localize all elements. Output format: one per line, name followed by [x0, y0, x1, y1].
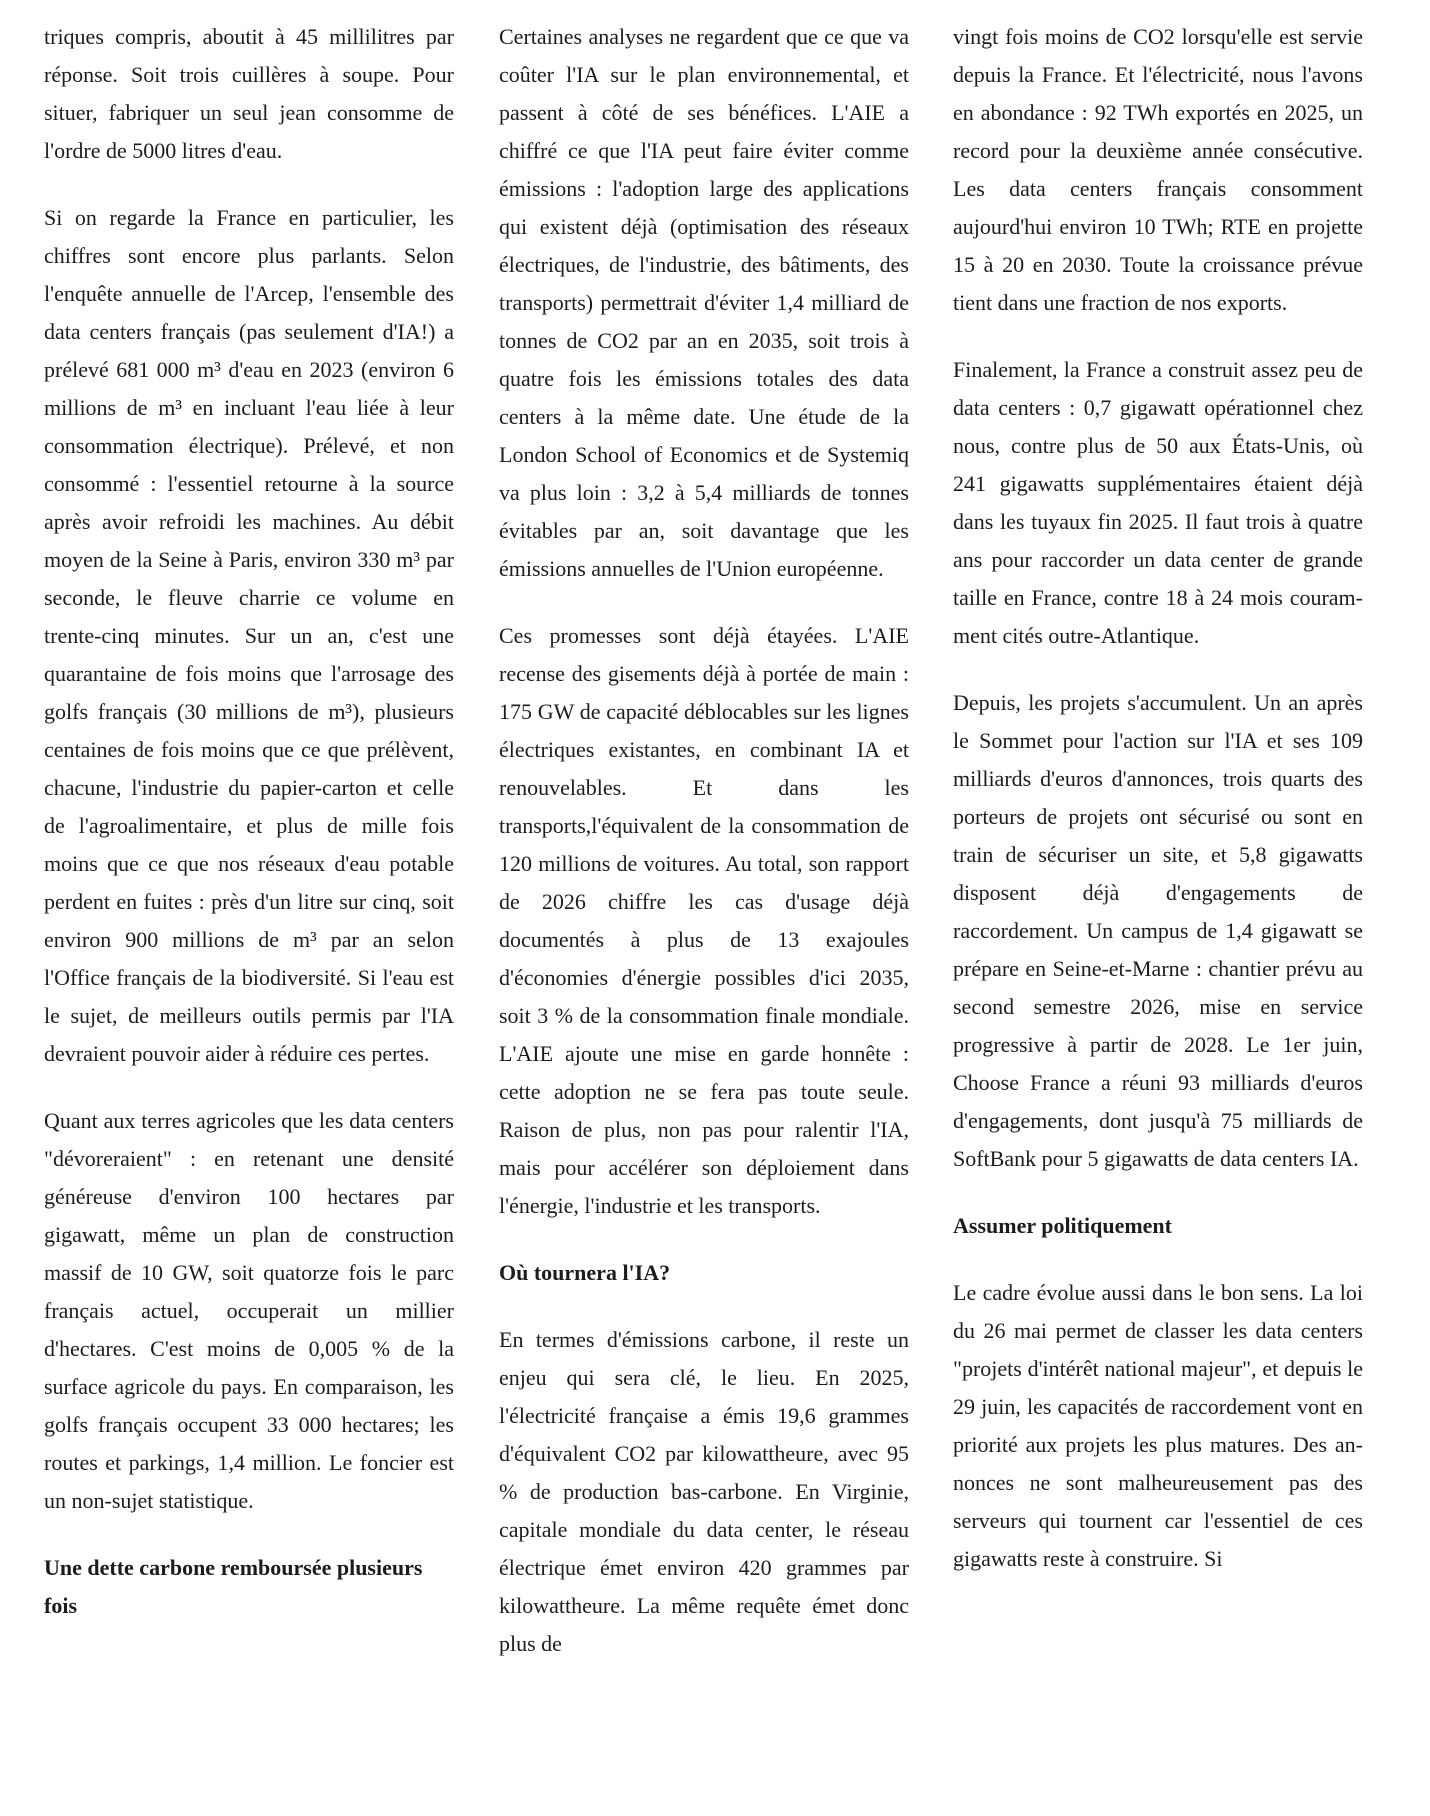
- section-heading: Une dette carbone remboursée plusieurs fois: [44, 1555, 423, 1618]
- paragraph: Si on regarde la France en particulier, les chiffres sont encore plus parlants. Selon l'enquête annuelle de l'Arcep, l'ensemble des data centers français (pas seulement d'IA!) a prélevé 681 000 m³ d'eau en 2023 (environ 6 millions de m³ en incluant l'eau liée à leur consommation électrique). Prélevé, et non consommé : l'essentiel retourne à la source après avoir refroidi les machines. Au débit moyen de la Seine à Paris, environ 330 m³ par seconde, le fleuve charrie ce volume en trente-cinq minutes. Sur un an, c'est une quarantaine de fois moins que l'arrosage des golfs français (30 millions de m³), plusieurs centaines de fois moins que ce que prélèvent, chacune, l'industrie du papier-carton et celle de l'agroalimentaire, et plus de mille fois moins que ce que nos réseaux d'eau potable perdent en fuites : près d'un litre sur cinq, soit environ 900 millions de m³ par an selon l'Office français de la biodiversité. Si l'eau est le sujet, de meilleurs outils permis par l'IA devraient pouvoir aider à réduire ces pertes.: [44, 205, 454, 1066]
- column-2: [499, 18, 909, 1692]
- paragraph: Ces promesses sont déjà étayées. L'AIE recense des gisements déjà à portée de main : 175 GW de capacité déblocables sur les lignes électriques existantes, en combinant IA et renouvelables. Et dans les transports,l'équivalent de la consommation de 120 millions de voitures. Au total, son rapport de 2026 chiffre les cas d'usage déjà documentés à plus de 13 exajoules d'économies d'énergie possibles d'ici 2035, soit 3 % de la consommation finale mondiale. L'AIE ajoute une mise en garde honnête : cette adoption ne se fera pas toute seule. Raison de plus, non pas pour ralentir l'IA, mais pour accélérer son déploiement dans l'énergie, l'industrie et les transports.: [499, 623, 909, 1218]
- paragraph: En termes d'émissions carbone, il reste un enjeu qui sera clé, le lieu. En 2025, l'électricité française a émis 19,6 grammes d'équivalent CO2 par kilowattheure, avec 95 % de production bas-carbone. En Virginie, capitale mondiale du data center, le réseau électrique émet environ 420 grammes par kilowattheure. La même requête émet donc plus de: [499, 1327, 909, 1656]
- paragraph: Quant aux terres agricoles que les data centers "dévoreraient" : en retenant une densité généreuse d'environ 100 hectares par gigawatt, même un plan de construction massif de 10 GW, soit quatorze fois le parc français actuel, occuperait un millier d'hectares. C'est moins de 0,005 % de la surface agricole du pays. En comparaison, les golfs français occupent 33 000 hectares; les routes et parkings, 1,4 million. Le foncier est un non-sujet statistique.: [44, 1108, 454, 1513]
- section-heading: Assumer politiquement: [953, 1213, 1172, 1238]
- paragraph: Finalement, la France a construit assez peu de data centers : 0,7 gigawatt opérationnel chez nous, contre plus de 50 aux États-Unis, où 241 gigawatts supplémentaires étaient déjà dans les tuyaux fin 2025. Il faut trois à quatre ans pour raccorder un data center de grande taille en France, contre 18 à 24 mois couramment cités outre-Atlantique.: [953, 357, 1363, 648]
- paragraph: vingt fois moins de CO2 lorsqu'elle est servie depuis la France. Et l'électricité, nous l'avons en abondance : 92 TWh exportés en 2025, un record pour la deuxième année consécutive. Les data centers français consomment aujourd'hui environ 10 TWh; RTE en projette 15 à 20 en 2030. Toute la croissance prévue tient dans une fraction de nos exports.: [953, 24, 1363, 315]
- paragraph: Certaines analyses ne regardent que ce que va coûter l'IA sur le plan environnemental, et passent à côté de ses bénéfices. L'AIE a chiffré ce que l'IA peut faire éviter comme émissions : l'adoption large des applications qui existent déjà (optimisation des réseaux électriques, de l'industrie, des bâtiments, des transports) permettrait d'éviter 1,4 milliard de tonnes de CO2 par an en 2035, soit trois à quatre fois les émissions totales des data centers à la même date. Une étude de la London School of Economics et de Systemiq va plus loin : 3,2 à 5,4 milliards de tonnes évitables par an, soit davantage que les émissions annuelles de l'Union européenne.: [499, 24, 909, 581]
- paragraph: Le cadre évolue aussi dans le bon sens. La loi du 26 mai permet de classer les data centers "projets d'intérêt national majeur", et depuis le 29 juin, les capacités de raccordement vont en priorité aux projets les plus matures. Des annonces ne sont malheureusement pas des serveurs qui tournent car l'essentiel de ces gigawatts reste à construire. Si: [953, 1280, 1363, 1571]
- paragraph: Depuis, les projets s'accumulent. Un an après le Sommet pour l'action sur l'IA et ses 109 milliards d'euros d'annonces, trois quarts des porteurs de projets ont sécurisé ou sont en train de sécuriser un site, et 5,8 gigawatts disposent déjà d'engagements de raccordement. Un campus de 1,4 gigawatt se prépare en Seine-et-Marne : chantier prévu au second semestre 2026, mise en service progressive à partir de 2028. Le 1er juin, Choose France a réuni 93 milliards d'euros d'engagements, dont jusqu'à 75 milliards de SoftBank pour 5 gigawatts de data centers IA.: [953, 690, 1363, 1171]
- section-heading: Où tournera l'IA?: [499, 1260, 671, 1285]
- column-3: [953, 18, 1363, 1607]
- paragraph: triques compris, aboutit à 45 millilitres par réponse. Soit trois cuillères à soupe. Pour situer, fabriquer un seul jean consomme de l'ordre de 5000 litres d'eau.: [44, 24, 454, 163]
- column-1: [44, 18, 454, 1654]
